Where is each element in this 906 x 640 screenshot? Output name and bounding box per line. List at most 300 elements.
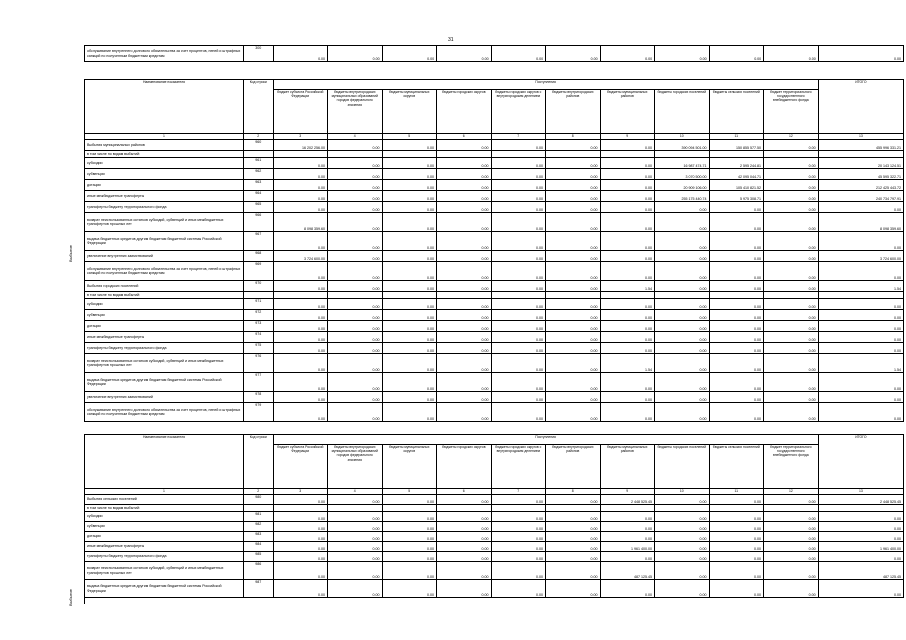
- row-value: 0.00: [491, 299, 546, 310]
- row-value: [818, 151, 903, 158]
- table-row: [85, 392, 904, 403]
- row-value: 0.00: [491, 580, 546, 598]
- row-value: 0.00: [273, 512, 328, 522]
- table-row: [85, 180, 904, 191]
- row-value: [328, 292, 383, 299]
- row-name: обслуживание внутреннего долгового обязательства за счет процентов, пеней и штрафных санкций по полученным бюджетным кредитам: [85, 262, 244, 281]
- row-value: 2 595 244.81: [709, 158, 764, 169]
- row-value: 0.00: [655, 580, 710, 598]
- row-value: 0.00: [709, 542, 764, 552]
- row-value: 0.00: [491, 232, 546, 251]
- row-value: [491, 505, 546, 512]
- column-index: 5: [382, 489, 437, 495]
- row-value: 0.00: [382, 321, 437, 332]
- row-value: 0.00: [546, 562, 601, 580]
- row-value: 0.00: [709, 202, 764, 213]
- row-value: 0.00: [600, 552, 655, 562]
- row-value: 0.00: [655, 542, 710, 552]
- row-value: 0.00: [600, 403, 655, 422]
- row-value: 0.00: [709, 251, 764, 262]
- row-value: 0.00: [273, 532, 328, 542]
- row-value: 0.00: [600, 580, 655, 598]
- header-column: бюджеты городских поселений: [655, 445, 710, 489]
- row-value: 0.00: [546, 180, 601, 191]
- row-code: 970: [243, 281, 273, 292]
- row-value: 0.00: [546, 299, 601, 310]
- row-value: 0.00: [382, 562, 437, 580]
- row-code: 974: [243, 332, 273, 343]
- row-value: 0.00: [437, 180, 492, 191]
- row-name: субвенции: [85, 310, 244, 321]
- row-name: иные межбюджетные трансферты: [85, 542, 244, 552]
- row-value: 0.00: [273, 262, 328, 281]
- row-code: 968: [243, 251, 273, 262]
- row-value: 1.54: [818, 281, 903, 292]
- row-value: 0.00: [437, 562, 492, 580]
- row-value: 0.00: [600, 232, 655, 251]
- row-value: 0.00: [546, 580, 601, 598]
- row-value: 0.00: [818, 332, 903, 343]
- table-row: [85, 292, 904, 299]
- row-name: субсидии: [85, 158, 244, 169]
- row-code: 982: [243, 522, 273, 532]
- row-value: 0.00: [600, 191, 655, 202]
- row-value: 0.00: [328, 251, 383, 262]
- row-value: 0.00: [764, 169, 819, 180]
- row-value: 0.00: [437, 262, 492, 281]
- row-value: 0.00: [764, 213, 819, 232]
- table-row: [85, 281, 904, 292]
- row-value: 0.00: [655, 552, 710, 562]
- row-value: 0.00: [437, 140, 492, 151]
- row-value: 0.00: [328, 321, 383, 332]
- row-value: 0.00: [437, 158, 492, 169]
- table-row: [85, 158, 904, 169]
- row-name: субсидии: [85, 299, 244, 310]
- row-value: 0.00: [546, 46, 601, 62]
- row-value: 0.00: [328, 332, 383, 343]
- header-column: бюджеты муниципальных округов: [382, 445, 437, 489]
- row-value: [600, 505, 655, 512]
- row-value: [437, 505, 492, 512]
- table-row: [85, 373, 904, 392]
- row-value: 0.00: [600, 522, 655, 532]
- column-index: 12: [764, 134, 819, 140]
- row-value: 0.00: [600, 343, 655, 354]
- row-value: 0.00: [709, 343, 764, 354]
- row-value: 0.00: [546, 251, 601, 262]
- row-name: обслуживание внутреннего долгового обязательства за счет процентов, пеней и штрафных санкций по полученным бюджетным кредитам: [85, 46, 244, 62]
- row-value: 0.00: [382, 522, 437, 532]
- row-value: [818, 292, 903, 299]
- header-column: бюджеты сельских поселений: [709, 445, 764, 489]
- row-value: 0.00: [818, 532, 903, 542]
- header-name-col: Наименование показателя: [85, 80, 244, 134]
- row-value: [600, 151, 655, 158]
- row-value: 0.00: [437, 191, 492, 202]
- row-value: 0.00: [273, 169, 328, 180]
- row-value: 0.00: [709, 332, 764, 343]
- column-index: 10: [655, 489, 710, 495]
- table-row: [85, 343, 904, 354]
- row-value: [491, 151, 546, 158]
- row-value: 0.00: [437, 213, 492, 232]
- row-value: 0.00: [764, 158, 819, 169]
- row-value: 0.00: [437, 542, 492, 552]
- header-column: бюджеты внутригородских муниципальных образований городов федерального значения: [328, 90, 383, 134]
- row-value: 0.00: [437, 321, 492, 332]
- row-value: 0.00: [328, 552, 383, 562]
- header-column: бюджет субъекта Российской Федерации: [273, 445, 328, 489]
- row-value: [655, 292, 710, 299]
- row-code: 983: [243, 532, 273, 542]
- table2: [84, 434, 904, 598]
- row-value: 5 975 308.71: [709, 191, 764, 202]
- row-name: увеличение внутренних заимствований: [85, 392, 244, 403]
- row-value: 0.00: [655, 373, 710, 392]
- row-value: 0.00: [546, 522, 601, 532]
- row-value: 0.00: [491, 403, 546, 422]
- row-value: 0.00: [491, 213, 546, 232]
- row-code: 984: [243, 542, 273, 552]
- row-value: 0.00: [273, 354, 328, 373]
- column-index: 6: [437, 489, 492, 495]
- header-name-col: Наименование показателя: [85, 435, 244, 489]
- row-value: 0.00: [546, 403, 601, 422]
- row-value: 0.00: [382, 251, 437, 262]
- row-value: 0.00: [546, 158, 601, 169]
- row-value: 0.00: [764, 512, 819, 522]
- row-value: 0.00: [655, 562, 710, 580]
- row-value: 0.00: [437, 532, 492, 542]
- row-value: 2 448 525.45: [818, 495, 903, 505]
- row-value: 0.00: [328, 158, 383, 169]
- row-value: 0.00: [764, 552, 819, 562]
- row-code: 979: [243, 403, 273, 422]
- row-value: 240 734 797.91: [818, 191, 903, 202]
- row-value: 0.00: [655, 321, 710, 332]
- row-value: 0.00: [546, 191, 601, 202]
- row-name: возврат неиспользованных остатков субсидий, субвенций и иных межбюджетных трансфертов прошлых лет: [85, 213, 244, 232]
- row-value: 0.00: [437, 169, 492, 180]
- row-value: 0.00: [382, 552, 437, 562]
- row-code: 980: [243, 495, 273, 505]
- header-group: Поступления: [273, 80, 818, 90]
- row-value: 0.00: [328, 46, 383, 62]
- row-value: 0.00: [709, 232, 764, 251]
- row-value: 0.00: [764, 532, 819, 542]
- table-row: [85, 232, 904, 251]
- row-value: 0.00: [273, 403, 328, 422]
- row-value: 0.00: [546, 232, 601, 251]
- row-value: 0.00: [328, 403, 383, 422]
- row-value: 16 987 474.71: [655, 158, 710, 169]
- row-value: 0.00: [655, 232, 710, 251]
- row-code: 985: [243, 552, 273, 562]
- row-value: 0.00: [546, 392, 601, 403]
- row-value: 0.00: [273, 46, 328, 62]
- table-row: [85, 310, 904, 321]
- row-value: 0.00: [437, 392, 492, 403]
- table-row: [85, 262, 904, 281]
- row-name: выдача бюджетных кредитов другим бюджетам бюджетной системы Российской Федерации: [85, 373, 244, 392]
- row-value: [764, 292, 819, 299]
- row-value: 0.00: [709, 580, 764, 598]
- row-name: возврат неиспользованных остатков субсидий, субвенций и иных межбюджетных трансфертов прошлых лет: [85, 562, 244, 580]
- table-row: [85, 542, 904, 552]
- row-value: 1 961 400.00: [600, 542, 655, 552]
- row-name: выдача бюджетных кредитов другим бюджетам бюджетной системы Российской Федерации: [85, 232, 244, 251]
- header-column: бюджет субъекта Российской Федерации: [273, 90, 328, 134]
- row-value: 8 098 359.60: [273, 213, 328, 232]
- row-value: 0.00: [655, 532, 710, 542]
- row-value: 0.00: [764, 180, 819, 191]
- row-code: 971: [243, 299, 273, 310]
- row-value: 0.00: [655, 522, 710, 532]
- column-index: 2: [243, 134, 273, 140]
- row-code: 960: [243, 140, 273, 151]
- row-value: 0.00: [273, 232, 328, 251]
- row-value: 0.00: [546, 202, 601, 213]
- row-value: 0.00: [437, 332, 492, 343]
- column-index: 13: [818, 489, 903, 495]
- row-value: 0.00: [818, 202, 903, 213]
- row-value: 0.00: [382, 281, 437, 292]
- column-index: 1: [85, 134, 244, 140]
- row-value: 0.00: [600, 202, 655, 213]
- row-value: 0.00: [600, 332, 655, 343]
- row-value: 455 996 331.21: [818, 140, 903, 151]
- row-name: иные межбюджетные трансферты: [85, 332, 244, 343]
- row-name: в том числе по видам выбытий:: [85, 292, 244, 299]
- row-value: 0.00: [546, 373, 601, 392]
- row-value: 0.00: [546, 552, 601, 562]
- row-value: 0.00: [655, 262, 710, 281]
- table-row: [85, 354, 904, 373]
- row-value: 0.00: [764, 251, 819, 262]
- row-value: 0.00: [382, 191, 437, 202]
- row-value: [437, 151, 492, 158]
- row-code: 981: [243, 512, 273, 522]
- row-code: 967: [243, 232, 273, 251]
- row-value: 0.00: [328, 392, 383, 403]
- row-value: 0.00: [709, 373, 764, 392]
- row-value: 0.00: [491, 140, 546, 151]
- table-row: [85, 151, 904, 158]
- row-value: 0.00: [491, 332, 546, 343]
- row-value: 0.00: [382, 158, 437, 169]
- row-name: Выбытия муниципальных районов: [85, 140, 244, 151]
- row-value: 0.00: [491, 512, 546, 522]
- row-name: субвенции: [85, 169, 244, 180]
- row-value: 0.00: [491, 392, 546, 403]
- row-value: 0.00: [546, 332, 601, 343]
- row-value: 0.00: [600, 46, 655, 62]
- row-value: 0.00: [273, 580, 328, 598]
- row-value: 0.00: [382, 332, 437, 343]
- row-value: 0.00: [764, 299, 819, 310]
- row-value: 0.00: [709, 310, 764, 321]
- row-value: 0.00: [764, 332, 819, 343]
- row-code: 978: [243, 392, 273, 403]
- row-value: 0.00: [437, 299, 492, 310]
- row-value: 0.00: [818, 512, 903, 522]
- row-value: 1.54: [600, 281, 655, 292]
- row-value: 0.00: [328, 343, 383, 354]
- header-column: бюджеты внутригородских районов: [546, 445, 601, 489]
- row-value: 0.00: [546, 343, 601, 354]
- column-index: 8: [546, 489, 601, 495]
- row-value: 0.00: [273, 281, 328, 292]
- row-value: 105 410 821.52: [709, 180, 764, 191]
- row-value: 487 125.45: [818, 562, 903, 580]
- row-value: 0.00: [655, 299, 710, 310]
- row-value: 0.00: [273, 495, 328, 505]
- row-value: 0.00: [600, 532, 655, 542]
- row-code: [243, 292, 273, 299]
- row-value: 0.00: [273, 332, 328, 343]
- row-name: трансферты бюджету территориального фонда: [85, 202, 244, 213]
- row-value: [655, 151, 710, 158]
- row-value: 0.00: [546, 262, 601, 281]
- row-value: 0.00: [546, 281, 601, 292]
- row-value: [273, 151, 328, 158]
- row-value: 0.00: [655, 46, 710, 62]
- row-value: 3 724 600.00: [818, 251, 903, 262]
- row-value: 0.00: [818, 299, 903, 310]
- header-column: бюджеты городских округов с внутригородским делением: [491, 90, 546, 134]
- row-value: 0.00: [491, 310, 546, 321]
- row-value: [600, 292, 655, 299]
- row-value: 0.00: [382, 213, 437, 232]
- row-value: 0.00: [328, 580, 383, 598]
- row-value: 0.00: [764, 46, 819, 62]
- row-value: [382, 292, 437, 299]
- row-value: 0.00: [328, 180, 383, 191]
- row-value: 0.00: [491, 343, 546, 354]
- table-row: [85, 505, 904, 512]
- header-code-col: Код строки: [243, 80, 273, 134]
- row-value: 0.00: [764, 140, 819, 151]
- row-value: 0.00: [491, 191, 546, 202]
- row-value: 42 095 044.71: [709, 169, 764, 180]
- row-value: 0.00: [764, 392, 819, 403]
- row-value: 0.00: [709, 46, 764, 62]
- header-column: бюджеты городских поселений: [655, 90, 710, 134]
- row-name: субвенции: [85, 522, 244, 532]
- table-row: [85, 213, 904, 232]
- row-value: [328, 151, 383, 158]
- column-index: 2: [243, 489, 273, 495]
- row-code: 962: [243, 169, 273, 180]
- row-value: 0.00: [328, 310, 383, 321]
- row-name: обслуживание внутреннего долгового обязательства за счет процентов, пеней и штрафных санкций по полученным бюджетным кредитам: [85, 403, 244, 422]
- row-value: 0.00: [382, 495, 437, 505]
- row-name: выдача бюджетных кредитов другим бюджетам бюджетной системы Российской Федерации: [85, 580, 244, 598]
- table-row: [85, 140, 904, 151]
- row-value: 16 202 256.00: [273, 140, 328, 151]
- row-value: 0.00: [600, 251, 655, 262]
- row-value: 0.00: [764, 281, 819, 292]
- row-value: 0.00: [437, 281, 492, 292]
- row-value: 0.00: [655, 403, 710, 422]
- row-value: 0.00: [764, 232, 819, 251]
- row-value: 0.00: [273, 542, 328, 552]
- row-value: 0.00: [382, 262, 437, 281]
- row-value: 0.00: [273, 562, 328, 580]
- row-value: 0.00: [437, 495, 492, 505]
- column-index: 9: [600, 134, 655, 140]
- row-value: 0.00: [709, 392, 764, 403]
- top-fragment-row: [85, 46, 904, 62]
- row-value: 0.00: [655, 251, 710, 262]
- row-value: 45 595 322.71: [818, 169, 903, 180]
- column-index: 8: [546, 134, 601, 140]
- row-value: 0.00: [437, 354, 492, 373]
- row-value: [273, 505, 328, 512]
- row-value: 0.00: [709, 321, 764, 332]
- row-name: дотации: [85, 321, 244, 332]
- row-value: 0.00: [491, 158, 546, 169]
- row-value: 0.00: [709, 299, 764, 310]
- row-value: 0.00: [328, 202, 383, 213]
- row-name: дотации: [85, 180, 244, 191]
- row-value: [546, 505, 601, 512]
- row-value: 0.00: [655, 202, 710, 213]
- row-value: 0.00: [328, 532, 383, 542]
- row-value: [546, 151, 601, 158]
- row-name: иные межбюджетные трансферты: [85, 191, 244, 202]
- table-row: [85, 403, 904, 422]
- header-group: Поступления: [273, 435, 818, 445]
- row-value: 0.00: [491, 202, 546, 213]
- row-code: 975: [243, 343, 273, 354]
- row-value: 0.00: [600, 140, 655, 151]
- row-value: 20 909 106.00: [655, 180, 710, 191]
- row-value: 0.00: [273, 373, 328, 392]
- row-value: 0.00: [764, 191, 819, 202]
- row-value: [764, 151, 819, 158]
- row-value: 0.00: [437, 552, 492, 562]
- row-value: 0.00: [328, 140, 383, 151]
- header-column: бюджеты муниципальных районов: [600, 445, 655, 489]
- row-value: 0.00: [273, 343, 328, 354]
- row-value: 0.00: [818, 580, 903, 598]
- header-column: бюджеты городских округов с внутригородским делением: [491, 445, 546, 489]
- table-row: [85, 299, 904, 310]
- row-value: 0.00: [600, 512, 655, 522]
- row-value: 0.00: [709, 522, 764, 532]
- row-value: 0.00: [437, 310, 492, 321]
- column-index: 9: [600, 489, 655, 495]
- row-value: 0.00: [328, 354, 383, 373]
- row-value: 0.00: [491, 495, 546, 505]
- row-value: 0.00: [382, 299, 437, 310]
- row-value: 0.00: [600, 310, 655, 321]
- row-value: 0.00: [491, 251, 546, 262]
- row-code: 300: [244, 46, 274, 62]
- row-value: 0.00: [764, 343, 819, 354]
- row-value: 0.00: [655, 213, 710, 232]
- row-value: 0.00: [491, 532, 546, 542]
- row-value: 0.00: [709, 262, 764, 281]
- table-row: [85, 495, 904, 505]
- column-index: 4: [328, 489, 383, 495]
- header-column: бюджеты внутригородских районов: [546, 90, 601, 134]
- table-row: [85, 191, 904, 202]
- row-value: 0.00: [764, 495, 819, 505]
- row-value: 0.00: [818, 310, 903, 321]
